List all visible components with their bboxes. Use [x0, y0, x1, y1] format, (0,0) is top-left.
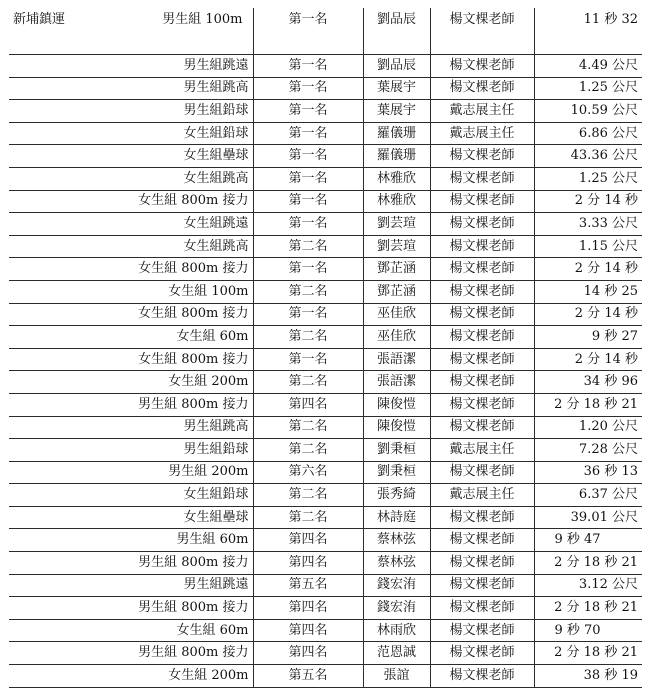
rank-cell: 第四名	[253, 529, 363, 552]
event-cell: 女生組跳遠	[107, 213, 253, 236]
school-cell	[9, 348, 107, 371]
table-row	[9, 100, 642, 123]
athlete-name-cell: 范恩誠	[363, 642, 430, 665]
result-cell: 1.15 公尺	[534, 235, 642, 258]
athlete-name-cell: 鄧芷涵	[363, 258, 430, 281]
event-cell: 男生組跳遠	[107, 574, 253, 597]
coach-cell: 楊文棵老師	[430, 665, 534, 688]
table-row	[9, 371, 642, 394]
athlete-name-cell: 巫佳欣	[363, 303, 430, 326]
school-cell	[9, 371, 107, 394]
athlete-name-cell: 劉芸瑄	[363, 213, 430, 236]
coach-cell: 楊文棵老師	[430, 552, 534, 575]
school-cell	[9, 574, 107, 597]
athlete-name-cell: 劉品辰	[363, 8, 430, 55]
athlete-name-cell: 羅儀珊	[363, 122, 430, 145]
coach-cell: 楊文棵老師	[430, 55, 534, 78]
school-cell	[9, 167, 107, 190]
coach-cell: 楊文棵老師	[430, 529, 534, 552]
athlete-name-cell: 巫佳欣	[363, 326, 430, 349]
result-cell: 7.28 公尺	[534, 439, 642, 462]
result-cell: 39.01 公尺	[534, 506, 642, 529]
coach-cell: 楊文棵老師	[430, 167, 534, 190]
rank-cell: 第五名	[253, 574, 363, 597]
result-cell: 2 分 18 秒 21	[534, 393, 642, 416]
event-cell: 男生組 100m	[107, 8, 253, 55]
rank-cell: 第二名	[253, 326, 363, 349]
table-row	[9, 416, 642, 439]
coach-cell: 楊文棵老師	[430, 303, 534, 326]
table-row	[9, 258, 642, 281]
school-cell	[9, 484, 107, 507]
table-row	[9, 122, 642, 145]
result-cell: 6.37 公尺	[534, 484, 642, 507]
rank-cell: 第一名	[253, 303, 363, 326]
table-row	[9, 55, 642, 78]
table-row	[9, 529, 642, 552]
school-cell	[9, 529, 107, 552]
rank-cell: 第一名	[253, 213, 363, 236]
table-row	[9, 439, 642, 462]
rank-cell: 第一名	[253, 77, 363, 100]
event-cell: 女生組鉛球	[107, 484, 253, 507]
coach-cell: 戴志展主任	[430, 439, 534, 462]
table-row	[9, 574, 642, 597]
coach-cell: 楊文棵老師	[430, 416, 534, 439]
rank-cell: 第二名	[253, 506, 363, 529]
rank-cell: 第一名	[253, 122, 363, 145]
results-table-body	[9, 8, 642, 687]
rank-cell: 第四名	[253, 597, 363, 620]
athlete-name-cell: 林雅欣	[363, 167, 430, 190]
school-cell	[9, 439, 107, 462]
rank-cell: 第一名	[253, 190, 363, 213]
coach-cell: 楊文棵老師	[430, 597, 534, 620]
event-cell: 女生組 200m	[107, 371, 253, 394]
rank-cell: 第一名	[253, 348, 363, 371]
table-row	[9, 77, 642, 100]
school-cell	[9, 213, 107, 236]
athlete-name-cell: 陳俊愷	[363, 416, 430, 439]
rank-cell: 第二名	[253, 416, 363, 439]
school-cell	[9, 235, 107, 258]
athlete-name-cell: 蔡林弦	[363, 552, 430, 575]
coach-cell: 楊文棵老師	[430, 506, 534, 529]
table-row	[9, 393, 642, 416]
result-cell: 4.49 公尺	[534, 55, 642, 78]
result-cell: 2 分 18 秒 21	[534, 642, 642, 665]
result-cell: 9 秒 70	[534, 619, 642, 642]
event-cell: 女生組 800m 接力	[107, 303, 253, 326]
school-cell	[9, 100, 107, 123]
event-cell: 男生組鉛球	[107, 100, 253, 123]
rank-cell: 第一名	[253, 55, 363, 78]
event-cell: 男生組 800m 接力	[107, 597, 253, 620]
table-row	[9, 597, 642, 620]
event-cell: 男生組鉛球	[107, 439, 253, 462]
coach-cell: 楊文棵老師	[430, 145, 534, 168]
table-row	[9, 235, 642, 258]
event-cell: 男生組跳高	[107, 416, 253, 439]
school-cell	[9, 665, 107, 688]
table-row	[9, 280, 642, 303]
athlete-name-cell: 張語潔	[363, 371, 430, 394]
rank-cell: 第二名	[253, 439, 363, 462]
coach-cell: 戴志展主任	[430, 100, 534, 123]
event-cell: 男生組 800m 接力	[107, 393, 253, 416]
coach-cell: 楊文棵老師	[430, 574, 534, 597]
school-cell	[9, 506, 107, 529]
school-cell	[9, 393, 107, 416]
rank-cell: 第四名	[253, 619, 363, 642]
coach-cell: 戴志展主任	[430, 122, 534, 145]
event-cell: 女生組 800m 接力	[107, 258, 253, 281]
event-cell: 女生組 60m	[107, 619, 253, 642]
table-row	[9, 145, 642, 168]
athlete-name-cell: 林雨欣	[363, 619, 430, 642]
school-cell: 新埔鎮運	[9, 8, 107, 55]
athlete-name-cell: 張秀綺	[363, 484, 430, 507]
result-cell: 10.59 公尺	[534, 100, 642, 123]
school-cell	[9, 416, 107, 439]
coach-cell: 楊文棵老師	[430, 258, 534, 281]
result-cell: 43.36 公尺	[534, 145, 642, 168]
result-cell: 3.12 公尺	[534, 574, 642, 597]
school-cell	[9, 552, 107, 575]
table-row	[9, 167, 642, 190]
rank-cell: 第四名	[253, 393, 363, 416]
athlete-name-cell: 劉秉桓	[363, 461, 430, 484]
event-cell: 男生組跳高	[107, 77, 253, 100]
rank-cell: 第四名	[253, 552, 363, 575]
athlete-name-cell: 蔡林弦	[363, 529, 430, 552]
result-cell: 2 分 14 秒	[534, 190, 642, 213]
athlete-name-cell: 林雅欣	[363, 190, 430, 213]
result-cell: 2 分 14 秒	[534, 258, 642, 281]
coach-cell: 楊文棵老師	[430, 190, 534, 213]
table-row	[9, 552, 642, 575]
result-cell: 2 分 18 秒 21	[534, 552, 642, 575]
event-cell: 男生組 800m 接力	[107, 642, 253, 665]
school-cell	[9, 55, 107, 78]
table-row	[9, 348, 642, 371]
results-table	[9, 8, 642, 688]
table-row	[9, 506, 642, 529]
athlete-name-cell: 鄧芷涵	[363, 280, 430, 303]
table-row	[9, 326, 642, 349]
event-cell: 男生組 60m	[107, 529, 253, 552]
table-row	[9, 484, 642, 507]
result-cell: 3.33 公尺	[534, 213, 642, 236]
rank-cell: 第四名	[253, 642, 363, 665]
coach-cell: 楊文棵老師	[430, 213, 534, 236]
coach-cell: 楊文棵老師	[430, 77, 534, 100]
event-cell: 女生組 100m	[107, 280, 253, 303]
event-cell: 女生組鉛球	[107, 122, 253, 145]
rank-cell: 第一名	[253, 8, 363, 55]
result-cell: 38 秒 19	[534, 665, 642, 688]
school-cell	[9, 303, 107, 326]
result-cell: 2 分 18 秒 21	[534, 597, 642, 620]
table-row	[9, 665, 642, 688]
school-cell	[9, 77, 107, 100]
table-row	[9, 8, 642, 55]
school-cell	[9, 258, 107, 281]
event-cell: 女生組壘球	[107, 145, 253, 168]
rank-cell: 第一名	[253, 167, 363, 190]
coach-cell: 楊文棵老師	[430, 393, 534, 416]
athlete-name-cell: 錢宏洧	[363, 574, 430, 597]
result-cell: 2 分 14 秒	[534, 348, 642, 371]
event-cell: 男生組跳遠	[107, 55, 253, 78]
coach-cell: 楊文棵老師	[430, 371, 534, 394]
result-cell: 1.25 公尺	[534, 77, 642, 100]
result-cell: 34 秒 96	[534, 371, 642, 394]
school-cell	[9, 280, 107, 303]
school-cell	[9, 122, 107, 145]
event-cell: 女生組跳高	[107, 167, 253, 190]
result-cell: 9 秒 47	[534, 529, 642, 552]
table-row	[9, 642, 642, 665]
school-cell	[9, 597, 107, 620]
coach-cell: 楊文棵老師	[430, 8, 534, 55]
event-cell: 女生組跳高	[107, 235, 253, 258]
rank-cell: 第六名	[253, 461, 363, 484]
result-cell: 6.86 公尺	[534, 122, 642, 145]
coach-cell: 楊文棵老師	[430, 619, 534, 642]
result-cell: 9 秒 27	[534, 326, 642, 349]
coach-cell: 楊文棵老師	[430, 326, 534, 349]
table-row	[9, 619, 642, 642]
event-cell: 女生組 200m	[107, 665, 253, 688]
rank-cell: 第二名	[253, 371, 363, 394]
rank-cell: 第五名	[253, 665, 363, 688]
rank-cell: 第二名	[253, 280, 363, 303]
table-row	[9, 190, 642, 213]
result-cell: 1.25 公尺	[534, 167, 642, 190]
rank-cell: 第二名	[253, 235, 363, 258]
athlete-name-cell: 羅儀珊	[363, 145, 430, 168]
athlete-name-cell: 錢宏洧	[363, 597, 430, 620]
rank-cell: 第一名	[253, 258, 363, 281]
school-cell	[9, 461, 107, 484]
athlete-name-cell: 張語潔	[363, 348, 430, 371]
rank-cell: 第一名	[253, 145, 363, 168]
event-cell: 女生組 60m	[107, 326, 253, 349]
result-cell: 14 秒 25	[534, 280, 642, 303]
event-cell: 女生組 800m 接力	[107, 190, 253, 213]
athlete-name-cell: 林詩庭	[363, 506, 430, 529]
event-cell: 女生組 800m 接力	[107, 348, 253, 371]
result-cell: 36 秒 13	[534, 461, 642, 484]
table-row	[9, 213, 642, 236]
rank-cell: 第一名	[253, 100, 363, 123]
rank-cell: 第二名	[253, 484, 363, 507]
coach-cell: 戴志展主任	[430, 484, 534, 507]
school-cell	[9, 326, 107, 349]
school-cell	[9, 190, 107, 213]
athlete-name-cell: 劉品辰	[363, 55, 430, 78]
school-cell	[9, 642, 107, 665]
school-cell	[9, 619, 107, 642]
coach-cell: 楊文棵老師	[430, 280, 534, 303]
event-cell: 女生組壘球	[107, 506, 253, 529]
result-cell: 2 分 14 秒	[534, 303, 642, 326]
event-cell: 男生組 200m	[107, 461, 253, 484]
coach-cell: 楊文棵老師	[430, 461, 534, 484]
athlete-name-cell: 葉展宇	[363, 77, 430, 100]
coach-cell: 楊文棵老師	[430, 348, 534, 371]
school-cell	[9, 145, 107, 168]
table-row	[9, 461, 642, 484]
result-cell: 1.20 公尺	[534, 416, 642, 439]
athlete-name-cell: 劉芸瑄	[363, 235, 430, 258]
table-row	[9, 303, 642, 326]
coach-cell: 楊文棵老師	[430, 642, 534, 665]
event-cell: 男生組 800m 接力	[107, 552, 253, 575]
athlete-name-cell: 張誼	[363, 665, 430, 688]
result-cell: 11 秒 32	[534, 8, 642, 55]
athlete-name-cell: 葉展宇	[363, 100, 430, 123]
athlete-name-cell: 陳俊愷	[363, 393, 430, 416]
coach-cell: 楊文棵老師	[430, 235, 534, 258]
athlete-name-cell: 劉秉桓	[363, 439, 430, 462]
